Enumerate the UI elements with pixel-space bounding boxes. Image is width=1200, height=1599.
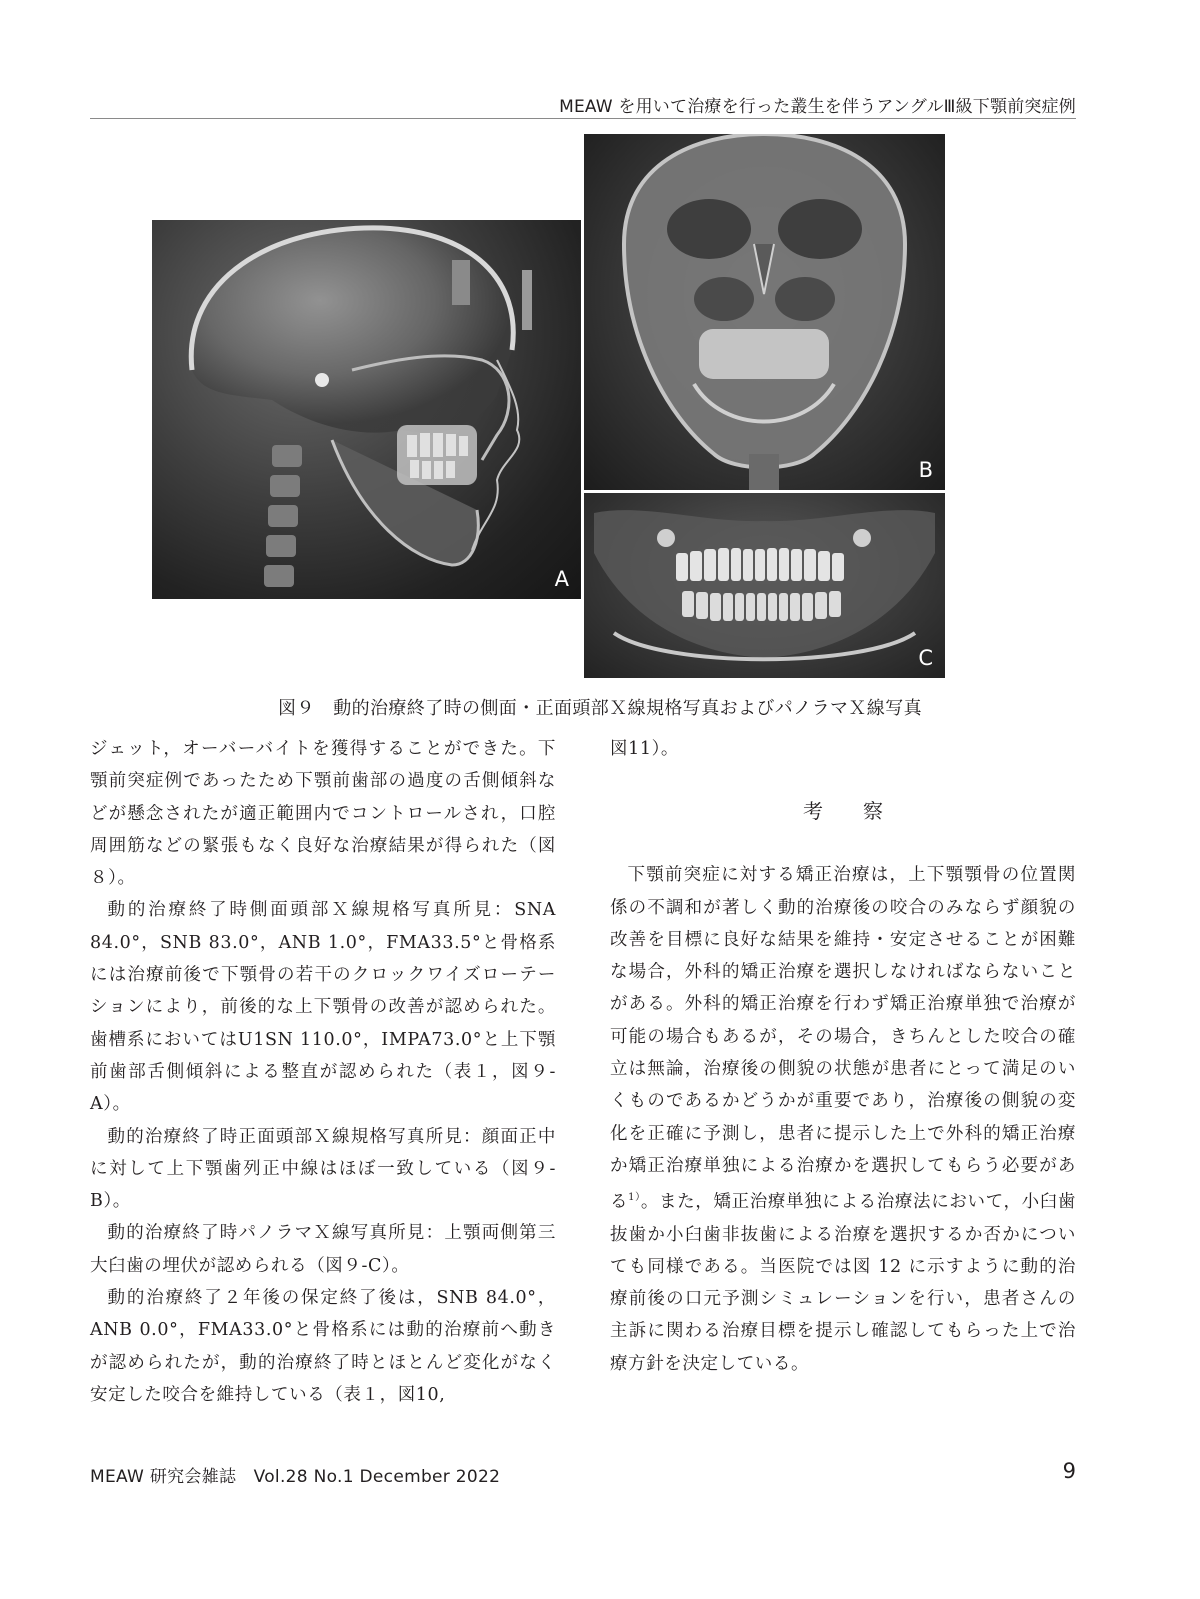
figure-9c-panoramic-radiograph [584, 493, 945, 678]
running-header: MEAW を用いて治療を行った叢生を伴うアングルⅢ級下顎前突症例 [559, 97, 1076, 117]
figure-9b-frontal-cephalogram [584, 134, 945, 490]
left-paragraph-2: 動的治療終了時側面頭部Ｘ線規格写真所見：SNA 84.0°，SNB 83.0°，ANB 1.0°，FMA33.5°と骨格系には治療前後で下顎骨の若干のクロックワイズローテーションにより，前後的な上下顎骨の改善が認められた。歯槽系においてはU1SN 110.0°，IMPA73.0°と上下顎前歯部舌側傾斜による整直が認められた（表１，図９-A）。 [90, 900, 556, 1115]
section-heading-discussion: 考察 [803, 799, 923, 824]
right-paragraph-1-text-a: 下顎前突症に対する矯正治療は，上下顎顎骨の位置関係の不調和が著しく動的治療後の咬合のみならず顔貌の改善を目標に良好な結果を維持・安定させることが困難な場合，外科的矯正治療を選択しなければならないことがある。外科的矯正治療を行わず矯正治療単独で治療が可能の場合もあるが，その場合，きちんとした咬合の確立は無論，治療後の側貌の状態が患者にとって満足のいくものであるかどうかが重要であり，治療後の側貌の変化を正確に予測し，患者に提示した上で外科的矯正治療か矯正治療単独による治療かを選択してもらう必要がある [610, 865, 1076, 1213]
lateral-skull-drawing [152, 220, 581, 599]
panoramic-drawing [584, 493, 945, 678]
left-text-column [90, 733, 556, 1411]
frontal-skull-drawing [584, 134, 945, 490]
footer-journal-info: MEAW 研究会雑誌 Vol.28 No.1 December 2022 [90, 1467, 501, 1487]
figure-9a-lateral-cephalogram [152, 220, 581, 599]
right-paragraph-1-text-b: 。また，矯正治療単独による治療法において，小臼歯抜歯か小臼歯非抜歯による治療を選択するか否かについても同様である。当医院では図 12 に示すように動的治療前後の口元予測シミュレーションを行い，患者さんの主訴に関わる治療目標を提示し確認してもらった上で治療方針を決定している。 [610, 1192, 1076, 1374]
right-paragraph-1 [610, 859, 1076, 1380]
left-paragraph-1: ジェット，オーバーバイトを獲得することができた。下顎前突症例であったため下顎前歯部の過度の舌側傾斜などが懸念されたが適正範囲内でコントロールされ，口腔周囲筋などの緊張もなく良好な治療結果が得られた（図８）。 [90, 739, 556, 889]
right-text-column [610, 733, 1076, 1380]
left-paragraph-4: 動的治療終了時パノラマＸ線写真所見：上顎両側第三大臼歯の埋伏が認められる（図９-C）。 [90, 1223, 556, 1276]
reference-marker-1: 1） [628, 1192, 641, 1204]
page-number: 9 [1062, 1459, 1076, 1483]
panel-label-c: C [918, 646, 933, 670]
panel-label-a: A [554, 567, 569, 591]
panel-label-b: B [918, 458, 933, 482]
figure-9-caption: 図９ 動的治療終了時の側面・正面頭部Ｘ線規格写真およびパノラマＸ線写真 [278, 698, 922, 719]
left-paragraph-3: 動的治療終了時正面頭部Ｘ線規格写真所見：顔面正中に対して上下顎歯列正中線はほぼ一致している（図９-B）。 [90, 1126, 556, 1212]
header-rule [90, 118, 1076, 119]
left-paragraph-5: 動的治療終了２年後の保定終了後は，SNB 84.0°，ANB 0.0°，FMA33.0°と骨格系には動的治療前へ動きが認められたが，動的治療終了時とほとんど変化がなく安定した咬合を維持している（表１，図10, [90, 1288, 556, 1405]
right-paragraph-0: 図11）。 [610, 739, 680, 759]
